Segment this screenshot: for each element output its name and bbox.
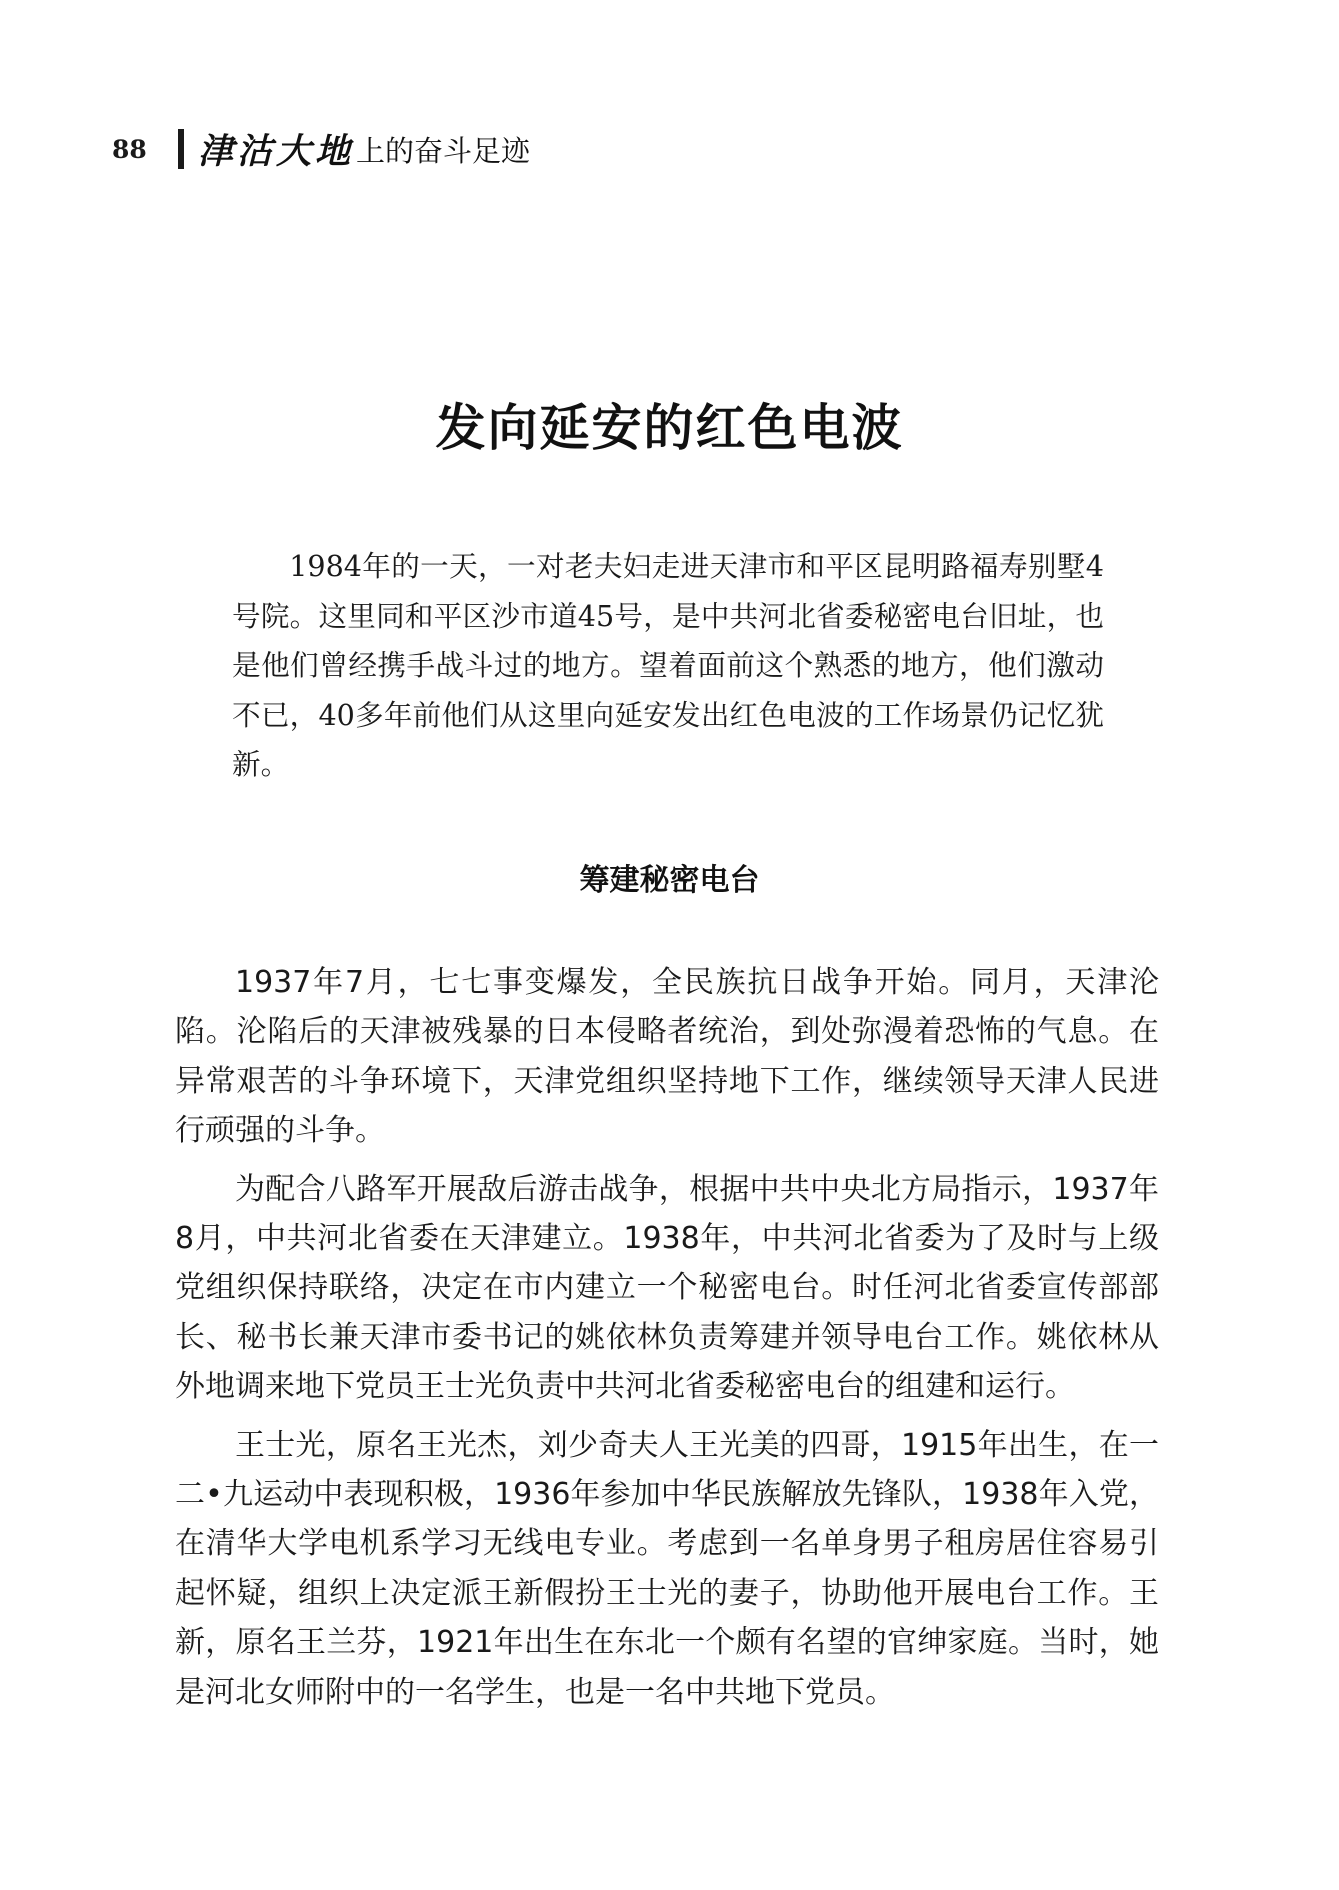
body-paragraph: 为配合八路军开展敌后游击战争，根据中共中央北方局指示，1937年8月，中共河北省委在天津建立。1938年，中共河北省委为了及时与上级党组织保持联络，决定在市内建立一个秘密电台。时任河北省委宣传部部长、秘书长兼天津市委书记的姚依林负责筹建并领导电台工作。姚依林从外地调来地下党员王士光负责中共河北省委秘密电台的组建和运行。: [175, 1171, 1159, 1405]
book-title-rest: 上的奋斗足迹: [356, 133, 531, 168]
page-number: 88: [112, 134, 147, 164]
intro-block: [232, 542, 1104, 790]
intro-paragraph: 1984年的一天，一对老夫妇走进天津市和平区昆明路福寿别墅4号院。这里同和平区沙市道45号，是中共河北省委秘密电台旧址，也是他们曾经携手战斗过的地方。望着面前这个熟悉的地方，他们激动不已，40多年前他们从这里向延安发出红色电波的工作场景仍记忆犹新。: [232, 549, 1104, 781]
chapter-title: 发向延安的红色电波: [435, 399, 904, 457]
running-header: [112, 124, 530, 174]
body-text: [175, 958, 1159, 1726]
header-divider: [178, 129, 184, 169]
body-paragraph: 1937年7月，七七事变爆发，全民族抗日战争开始。同月，天津沦陷。沦陷后的天津被残暴的日本侵略者统治，到处弥漫着恐怖的气息。在异常艰苦的斗争环境下，天津党组织坚持地下工作，继续领导天津人民进行顽强的斗争。: [175, 965, 1159, 1149]
book-title-emphasis: 津沽大地: [198, 131, 355, 172]
section-title: 筹建秘密电台: [579, 863, 760, 898]
body-paragraph: 王士光，原名王光杰，刘少奇夫人王光美的四哥，1915年出生，在一二•九运动中表现积极，1936年参加中华民族解放先锋队，1938年入党，在清华大学电机系学习无线电专业。考虑到一名单身男子租房居住容易引起怀疑，组织上决定派王新假扮王士光的妻子，协助他开展电台工作。王新，原名王兰芬，1921年出生在东北一个颇有名望的官绅家庭。当时，她是河北女师附中的一名学生，也是一名中共地下党员。: [175, 1427, 1159, 1710]
